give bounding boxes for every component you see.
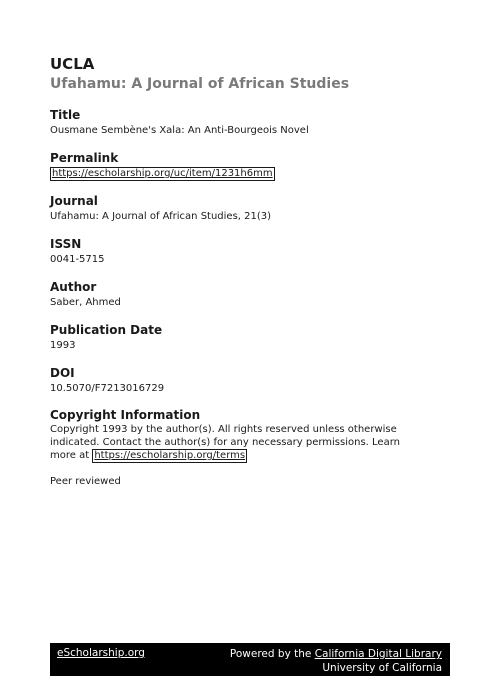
journal-value: Ufahamu: A Journal of African Studies, 21(3) xyxy=(50,211,272,222)
peer-reviewed-note: Peer reviewed xyxy=(50,476,121,487)
title-label: Title xyxy=(50,108,81,122)
copyright-label: Copyright Information xyxy=(50,408,201,422)
author-section xyxy=(50,280,450,309)
title-section xyxy=(50,108,450,137)
cdl-link[interactable]: California Digital Library xyxy=(314,648,442,660)
doi-section xyxy=(50,366,450,395)
doi-label: DOI xyxy=(50,366,75,380)
journal-label: Journal xyxy=(50,194,98,208)
permalink-section xyxy=(50,151,450,181)
issn-value: 0041-5715 xyxy=(50,254,105,265)
copyright-section xyxy=(50,408,450,463)
escholarship-link[interactable]: eScholarship.org xyxy=(57,647,145,659)
pubdate-section xyxy=(50,323,450,352)
footer-right xyxy=(230,647,442,675)
university-name: University of California xyxy=(322,662,442,674)
institution-name: UCLA xyxy=(50,55,95,73)
title-value: Ousmane Sembène's Xala: An Anti-Bourgeois Novel xyxy=(50,125,309,136)
pubdate-label: Publication Date xyxy=(50,323,163,337)
author-value: Saber, Ahmed xyxy=(50,297,121,308)
author-label: Author xyxy=(50,280,97,294)
doi-value: 10.5070/F7213016729 xyxy=(50,383,165,394)
journal-section xyxy=(50,194,450,223)
copyright-text-block xyxy=(50,424,420,463)
footer-bar xyxy=(50,643,450,676)
pubdate-value: 1993 xyxy=(50,340,76,351)
permalink-link[interactable]: https://escholarship.org/uc/item/1231h6mm xyxy=(52,168,273,179)
copyright-text: Copyright 1993 by the author(s). All rights reserved unless otherwise indicated. Contact the author(s) for any necessary permissions. Learn more at xyxy=(50,424,400,461)
journal-heading: Ufahamu: A Journal of African Studies xyxy=(50,76,350,92)
powered-by-text: Powered by the xyxy=(229,648,315,660)
document-page xyxy=(50,54,450,488)
issn-label: ISSN xyxy=(50,237,82,251)
permalink-label: Permalink xyxy=(50,151,119,165)
terms-link[interactable]: https://escholarship.org/terms xyxy=(94,450,246,461)
issn-section xyxy=(50,237,450,266)
